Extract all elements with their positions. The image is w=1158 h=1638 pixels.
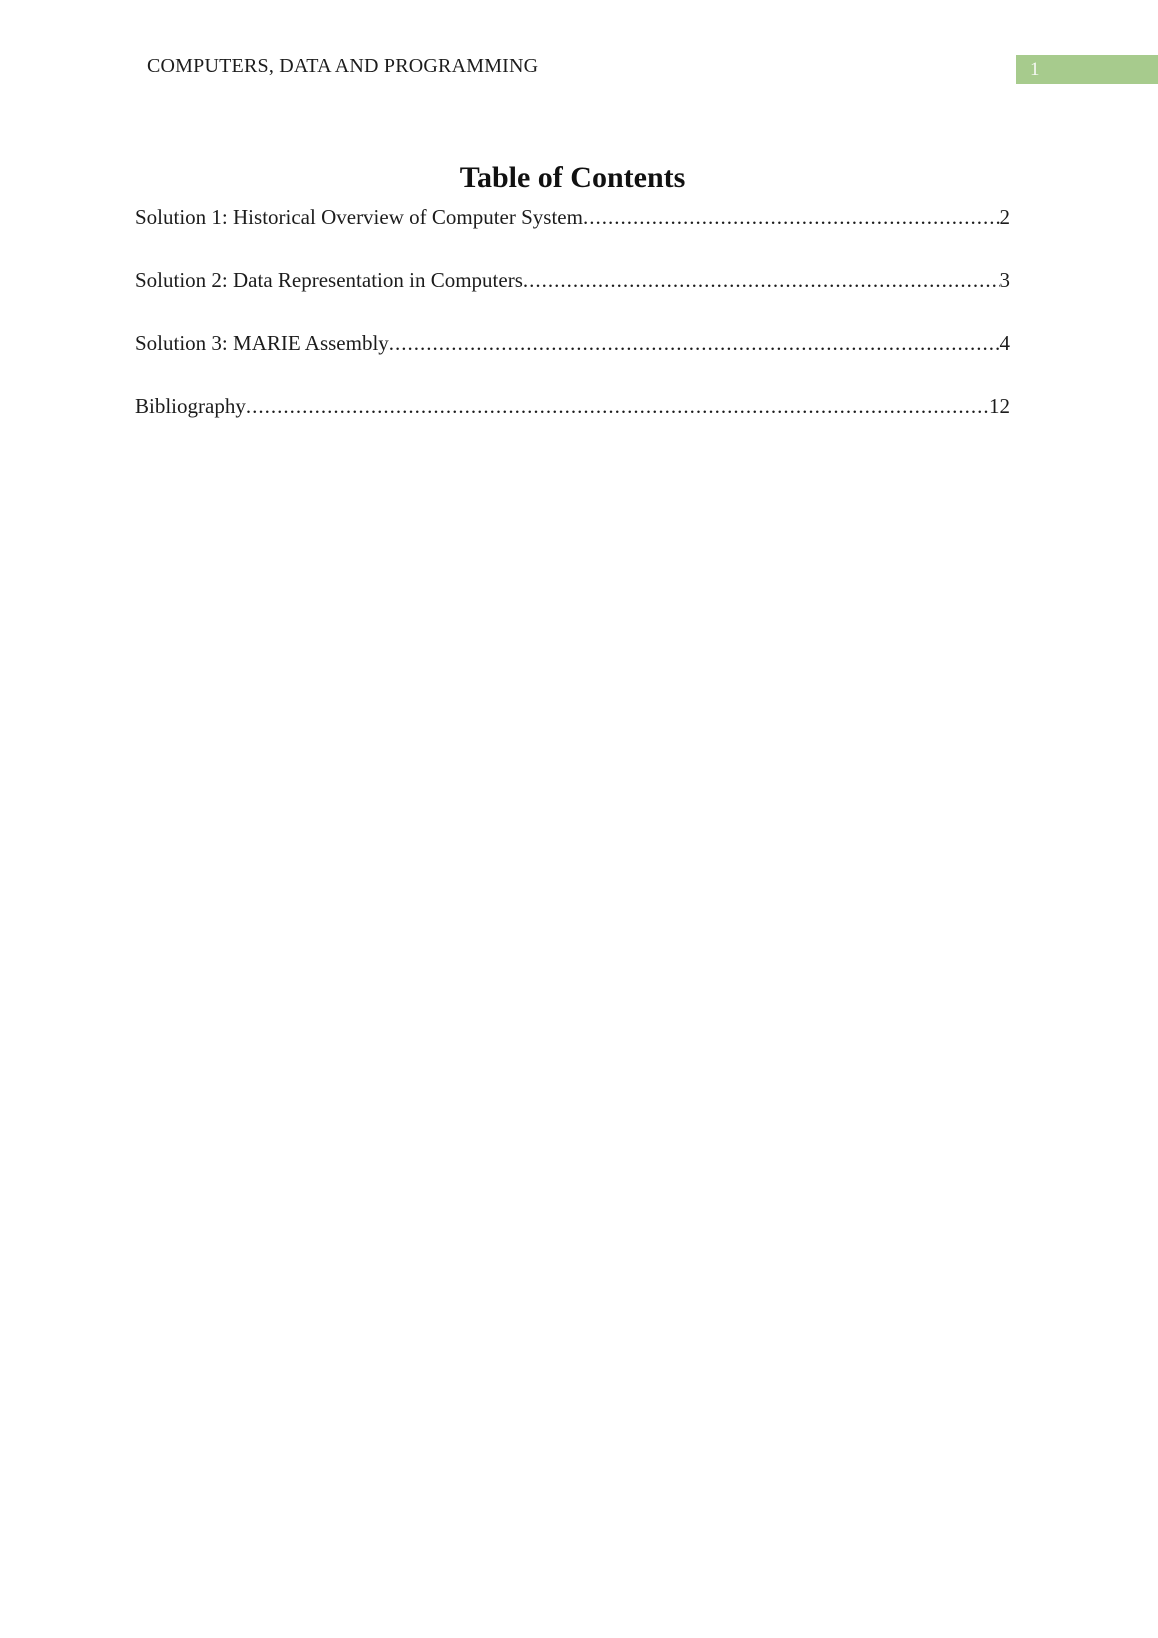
toc-leader-dots [246, 393, 989, 420]
table-of-contents [135, 161, 1010, 456]
toc-list [135, 204, 1010, 420]
page-number-value: 1 [1030, 59, 1040, 80]
toc-entry-label: Bibliography [135, 394, 246, 418]
toc-entry-solution-3[interactable] [135, 330, 1010, 357]
toc-title: Table of Contents [459, 161, 686, 194]
toc-entry-bibliography[interactable] [135, 393, 1010, 420]
toc-entry-page-number: 12 [989, 394, 1010, 418]
toc-entry-page-number: 3 [999, 268, 1010, 292]
toc-entry-page-number: 4 [999, 331, 1010, 355]
toc-leader-dots [389, 330, 1000, 357]
toc-entry-label: Solution 2: Data Representation in Computers [135, 268, 523, 292]
toc-entry-label: Solution 3: MARIE Assembly [135, 331, 389, 355]
toc-entry-solution-1[interactable] [135, 204, 1010, 231]
toc-entry-solution-2[interactable] [135, 267, 1010, 294]
toc-leader-dots [583, 204, 1000, 231]
running-header-title: COMPUTERS, DATA AND PROGRAMMING [147, 55, 539, 77]
toc-entry-page-number: 2 [999, 205, 1010, 229]
toc-entry-label: Solution 1: Historical Overview of Computer System [135, 205, 583, 229]
page-number-badge [1016, 55, 1158, 84]
toc-leader-dots [523, 267, 1000, 294]
